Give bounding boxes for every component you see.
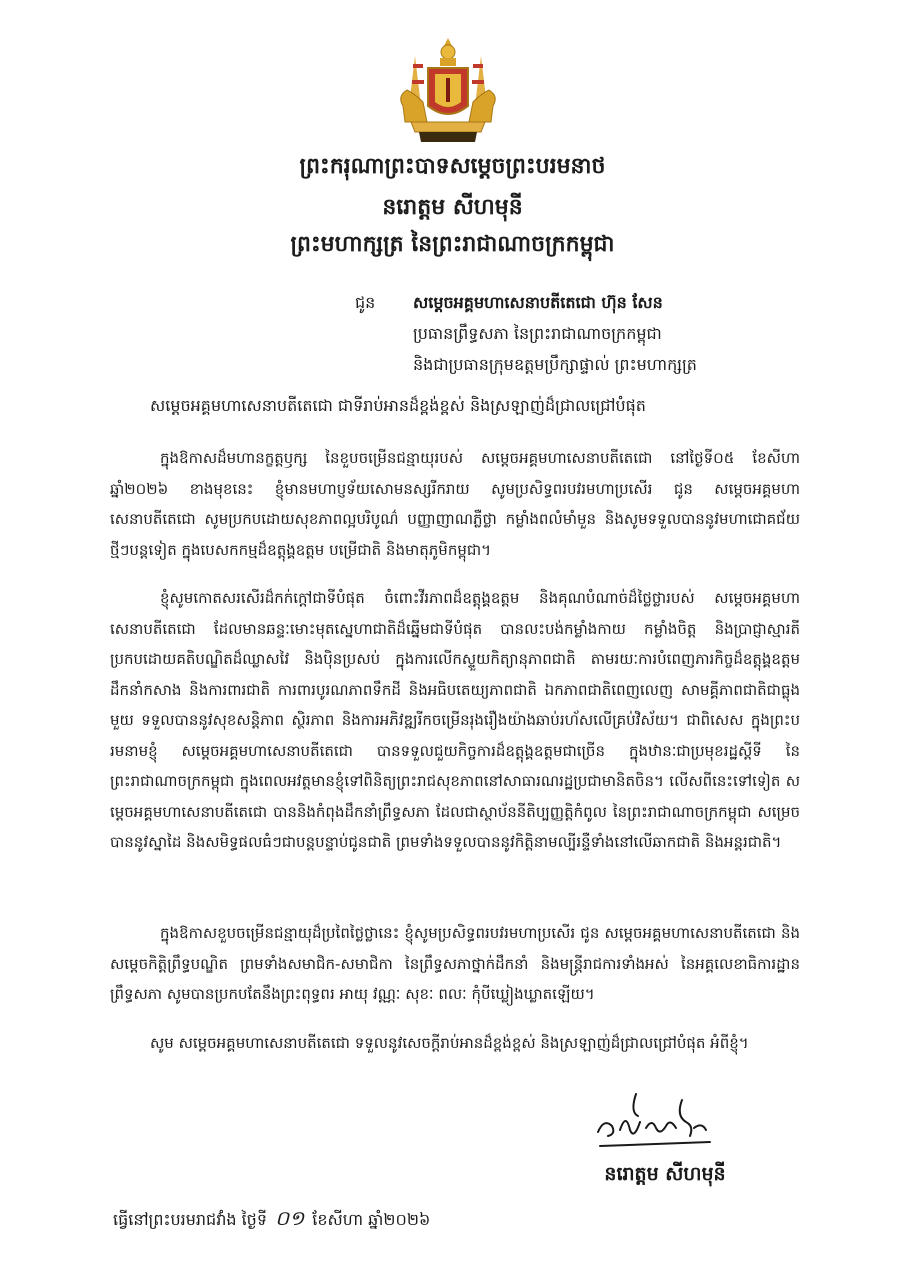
closing-paragraph: សូម សម្តេចអគ្គមហាសេនាបតីតេជោ ទទួលនូវសេចក្តីរាប់អានដ៏ខ្ពង់ខ្ពស់ និងស្រឡាញ់ដ៏ជ្រាលជ្រៅបំផុត អំពីខ្ញុំ។ (150, 1034, 749, 1052)
recipient-title-1: ប្រធានព្រឹទ្ធសភា នៃព្រះរាជាណាចក្រកម្ពុជា (413, 324, 662, 343)
body-paragraph-3: ក្នុងឱកាសខួបចម្រើនជន្មាយុដ៏ប្រពៃថ្លៃថ្លានេះ ខ្ញុំសូមប្រសិទ្ធពរបវរមហាប្រសើរ ជូន សម្តេចអគ្គមហាសេនាបតីតេជោ និង សម្តេចកិត្តិព្រឹទ្ធបណ្ឌិត ព្រមទាំងសមាជិក-សមាជិកា នៃព្រឹទ្ធសភាថ្នាក់ដឹកនាំ និងមន្ត្រីរាជការទាំងអស់ នៃអគ្គលេខាធិការដ្ឋានព្រឹទ្ធសភា សូមបានប្រកបតែនឹងព្រះពុទ្ធពរ អាយុ វណ្ណៈ សុខៈ ពលៈ កុំបីឃ្លៀងឃ្លាតឡើយ។ (110, 924, 800, 1003)
signer-name: នរោត្តម សីហមុនី (604, 1163, 726, 1185)
date-day: ០១ (275, 1206, 305, 1230)
date-month-year: ខែសីហា ឆ្នាំ២០២៦ (312, 1210, 431, 1229)
recipient-name: សម្តេចអគ្គមហាសេនាបតីតេជោ ហ៊ុន សែន (413, 293, 663, 312)
letterhead-royal-title: ព្រះករុណាព្រះបាទសម្តេចព្រះបរមនាថ (299, 154, 606, 179)
body-paragraph-1: ក្នុងឱកាសដ៏មហានក្ខត្តឫក្ស នៃខួបចម្រើនជន្មាយុរបស់ សម្តេចអគ្គមហាសេនាបតីតេជោ នៅថ្ងៃទី០៥ ខែសីហា ឆ្នាំ២០២៦ ខាងមុខនេះ ខ្ញុំមានមហាប្ញទ័យសោមនស្សរីករាយ សូមប្រសិទ្ធពរបវរមហាប្រសើរ ជូន សម្តេចអគ្គមហាសេនាបតីតេជោ សូមប្រកបដោយសុខភាពល្អបរិបូណ៌ បញ្ញាញាណភ្លឺថ្លា កម្លាំងពលំមាំមួន និងសូមទទួលបាននូវមហាជោគជ័យថ្មីៗបន្តទៀត ក្នុងបេសកកម្មដ៏ឧត្តុង្គឧត្តម បម្រើជាតិ និងមាតុភូមិកម្ពុជា។ (110, 449, 800, 559)
royal-coat-of-arms-emblem (393, 36, 503, 144)
letterhead-kingdom-title: ព្រះមហាក្សត្រ នៃព្រះរាជាណាចក្រកម្ពុជា (290, 232, 615, 257)
salutation: សម្តេចអគ្គមហាសេនាបតីតេជោ ជាទីរាប់អានដ៏ខ្ពង់ខ្ពស់ និងស្រឡាញ់ដ៏ជ្រាលជ្រៅបំផុត (150, 396, 646, 415)
handwritten-signature (590, 1082, 720, 1154)
letterhead-king-name: នរោត្តម សីហមុនី (382, 195, 523, 220)
date-line (113, 1205, 430, 1235)
recipient-label: ជូន (355, 293, 376, 312)
body-paragraph-2: ខ្ញុំសូមកោតសរសើរដ៏កក់ក្តៅជាទីបំផុត ចំពោះវីរភាពដ៏ឧត្តុង្គឧត្តម និងគុណបំណាច់ដ៏ថ្លៃថ្លារបស់ សម្តេចអគ្គមហាសេនាបតីតេជោ ដែលមានឆន្ទៈមោះមុតស្នេហាជាតិដ៏ឆ្នើមជាទីបំផុត បានលះបង់កម្លាំងកាយ កម្លាំងចិត្ត និងប្រាជ្ញាស្មារតី ប្រកបដោយគតិបណ្ឌិតដ៏ឈ្លាសវៃ និងប៉ិនប្រសប់ ក្នុងការលើកស្ទួយកិត្យានុភាពជាតិ តាមរយៈការបំពេញភារកិច្ចដ៏ឧត្តុង្គឧត្តមដឹកនាំកសាង និងការពារជាតិ ការពារបូរណភាពទឹកដី និងអធិបតេយ្យភាពជាតិ ឯកភាពជាតិពេញលេញ សាមគ្គីភាពជាតិជាធ្លុងមួយ ទទួលបាននូវសុខសន្តិភាព ស្ថិរភាព និងការអភិវឌ្ឍរីកចម្រើនរុងរឿងយ៉ាងឆាប់រហ័សលើគ្រប់វិស័យ។ ជាពិសេស ក្នុងព្រះបរមនាមខ្ញុំ សម្តេចអគ្គមហាសេនាបតីតេជោ បានទទួលជួយកិច្ចការដ៏ឧត្តុង្គឧត្តមជាច្រើន ក្នុងឋានៈជាប្រមុខរដ្ឋស្តីទី នៃព្រះរាជាណាចក្រកម្ពុជា ក្នុងពេលអវត្តមានខ្ញុំទៅពិនិត្យព្រះរាជសុខភាពនៅសាធារណរដ្ឋប្រជាមានិតចិន។ លើសពីនេះទៅទៀត សម្តេចអគ្គមហាសេនាបតីតេជោ បាននិងកំពុងដឹកនាំព្រឹទ្ធសភា ដែលជាស្ថាប័ននីតិប្បញ្ញត្តិកំពូល នៃព្រះរាជាណាចក្រកម្ពុជា សម្រេចបាននូវស្នាដៃ និងសមិទ្ធផលធំៗជាបន្តបន្ទាប់ជូនជាតិ ព្រមទាំងទទួលបាននូវកិត្តិនាមល្បីរន្ទឺទាំងនៅលើឆាកជាតិ និងអន្តរជាតិ។ (110, 589, 800, 851)
date-place: ធ្វើនៅព្រះបរមរាជវាំង ថ្ងៃទី (113, 1210, 267, 1229)
recipient-title-2: និងជាប្រធានក្រុមឧត្តមប្រឹក្សាផ្ទាល់ ព្រះមហាក្សត្រ (413, 355, 697, 374)
